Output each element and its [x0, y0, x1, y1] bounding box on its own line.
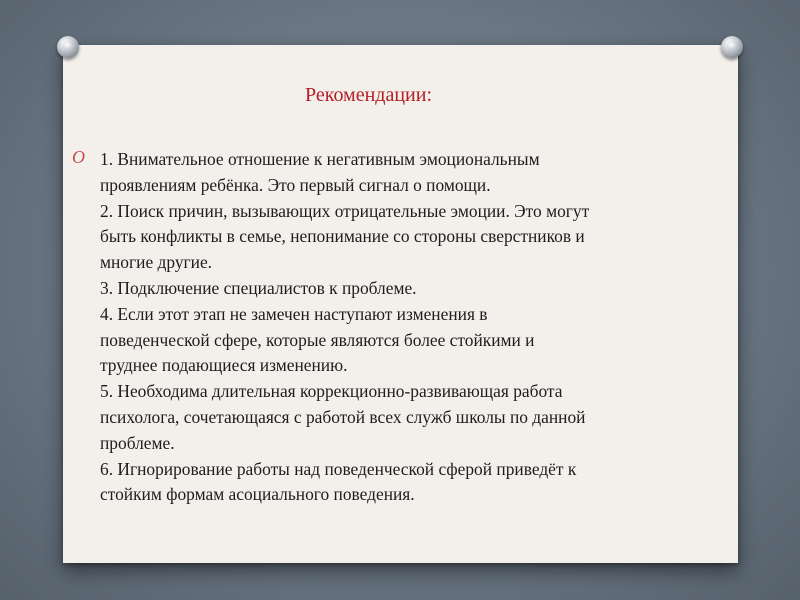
recommendations-text — [100, 147, 725, 508]
text-line: проблеме. — [100, 432, 175, 453]
text-line: быть конфликты в семье, непонимание со стороны сверстников и — [100, 226, 585, 247]
text-line: 2. Поиск причин, вызывающих отрицательные эмоции. Это могут — [100, 200, 590, 221]
text-line: проявлениям ребёнка. Это первый сигнал о помощи. — [100, 174, 491, 195]
bullet-marker: O — [72, 147, 85, 167]
text-line: многие другие. — [100, 252, 213, 273]
text-line: 3. Подключение специалистов к проблеме. — [100, 277, 417, 298]
text-line: 6. Игнорирование работы над поведенческой сферой приведёт к — [100, 458, 577, 479]
slide-title: Рекомендации: — [305, 84, 433, 106]
text-line: 4. Если этот этап не замечен наступают изменения в — [100, 303, 488, 324]
text-line: 5. Необходима длительная коррекционно-развивающая работа — [100, 381, 563, 402]
pushpin-icon — [721, 36, 743, 58]
pushpin-icon — [57, 36, 79, 58]
text-line: психолога, сочетающаяся с работой всех служб школы по данной — [100, 406, 586, 427]
text-line: труднее подающиеся изменению. — [100, 355, 348, 376]
text-line: поведенческой сфере, которые являются более стойкими и — [100, 329, 535, 350]
text-line: 1. Внимательное отношение к негативным эмоциональным — [100, 149, 540, 169]
text-line: стойким формам асоциального поведения. — [100, 484, 415, 505]
